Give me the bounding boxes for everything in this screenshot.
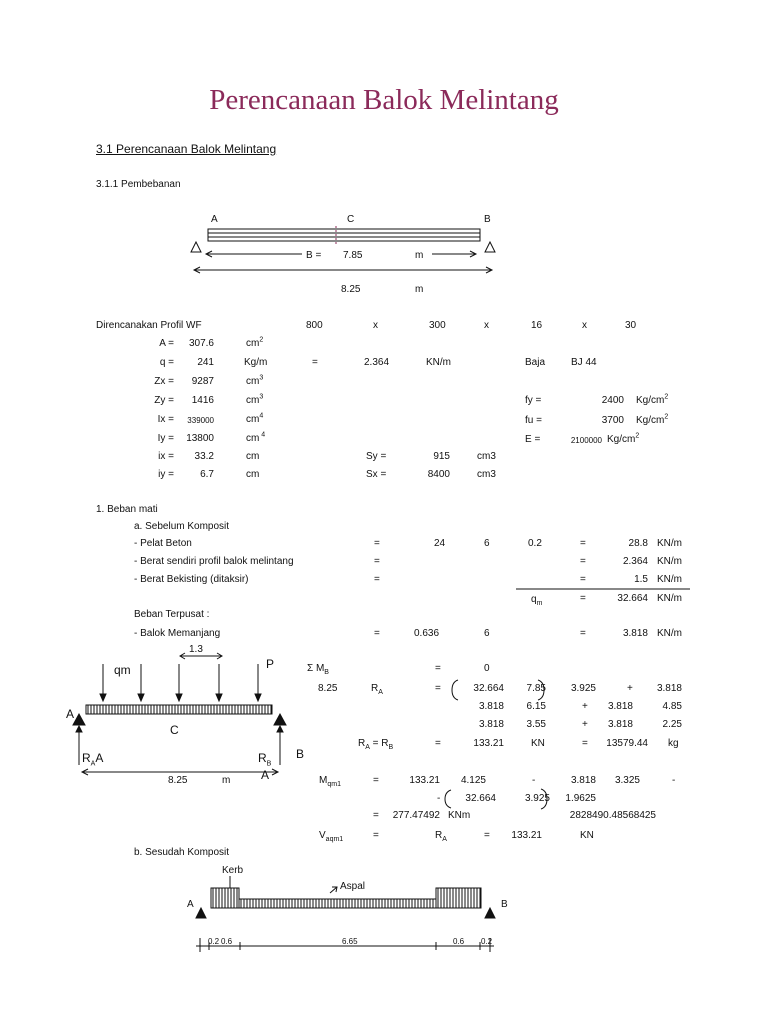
qm-load-label: qm [114,663,131,677]
point-c-label: C [170,723,179,737]
dim-roadway: 6.65 [342,937,358,946]
profil-prop-key: Iy = [157,433,174,444]
profil-prop-value: 6.7 [200,469,214,480]
calc-r4-u1: KN [531,738,545,749]
profil-dim: x [582,320,587,331]
calc-r3-v5: 2.25 [662,719,682,730]
beban-mati-heading: 1. Beban mati [96,504,158,515]
beban-mati-v2: 6 [484,538,490,549]
aspal-label: Aspal [340,881,366,892]
v1-unit: KN [580,830,594,841]
fy-value: 2400 [601,395,624,406]
calc-r4-v1: 133.21 [473,738,504,749]
profil-prop-key: Zy = [154,395,174,406]
beam-label-b: B [484,214,491,225]
dim-sidewalk-right: 0.6 [453,937,465,946]
profil-prop-unit: $cm^3$ [246,393,264,406]
beam-label-a: A [211,214,218,225]
subsection-heading: 3.1.1 Pembebanan [96,179,181,190]
fy-unit: $Kg/cm^2$ [636,393,669,406]
memanjang-v1: 0.636 [414,628,440,639]
profil-prop-unit: $cm^3$ [246,374,264,387]
calc-r3-v1: 3.818 [478,719,504,730]
beam-label-c: C [347,214,355,225]
q-conv-unit: KN/m [426,357,451,368]
page-title: Perencanaan Balok Melintang [209,84,559,116]
sy-value: 915 [433,451,450,462]
m3-v1: 277.47492 [392,810,440,821]
v1-eq: = [373,830,379,841]
beban-mati-unit: KN/m [657,556,682,567]
qm-label: $q_m$ [531,594,543,607]
e-key: E = [525,434,541,445]
profil-prop-value: 13800 [186,433,214,444]
profil-prop-value: 33.2 [194,451,214,462]
e-value: 2100000 [570,436,602,445]
reaction-b-label: $R_B$ [258,751,272,768]
profil-dim: x [484,320,489,331]
sy-unit: cm3 [477,451,496,462]
profil-prop-key: Zx = [154,376,174,387]
sx-key: Sx = [366,469,387,480]
beban-mati-label: - Berat sendiri profil balok melintang [134,556,294,567]
profil-prop-unit: Kg/m [244,357,268,368]
calc-r2-v1: 3.818 [478,701,504,712]
calc-r4-v2: 13579.44 [606,738,648,749]
memanjang-label: - Balok Memanjang [134,628,221,639]
sum-value: 0 [484,663,490,674]
support-a-label-2: A [187,899,194,910]
profil-prop-key: A = [159,338,174,349]
profil-prop-unit: $cm^4$ [246,412,264,425]
memanjang-eq2: = [580,628,586,639]
v-aqm1-label: $V_{aqm1}$ [319,830,344,843]
calc-ra: $R_A$ [371,683,383,696]
sum-eq: = [435,663,441,674]
dim-sidewalk-left: 0.6 [221,937,233,946]
calc-ra-rb: $R_A = R_B$ [358,738,394,751]
m3-eq: = [373,810,379,821]
beban-mati-eq: = [374,574,380,585]
m1-eq: = [373,775,379,786]
v1-ra: $R_A$ [435,830,447,843]
profil-dim: 30 [625,320,637,331]
calc-r3-v2: 3.55 [526,719,546,730]
profil-prop-unit: cm [246,451,260,462]
calc-eq: = [435,683,441,694]
profil-dim: 800 [306,320,323,331]
calc-r4-eq2: = [582,738,588,749]
calc-r3-v4: 3.818 [607,719,633,730]
m2-v2: 3.925 [524,793,550,804]
calc-r4-eq: = [435,738,441,749]
profil-prop-key: Ix = [157,414,174,425]
profil-prop-unit: $cm^2$ [246,336,264,349]
q-conv: 2.364 [364,357,390,368]
support-b-label: B [296,747,305,761]
sx-unit: cm3 [477,469,496,480]
memanjang-result: 3.818 [622,628,648,639]
diagram-span-unit: m [222,775,231,786]
calc-length: 8.25 [318,683,338,694]
sum-mb-label: Σ $M_B$ [307,663,329,676]
fu-key: fu = [525,415,542,426]
beam-span-unit: m [415,284,424,295]
support-a2-label: A [261,768,270,782]
m3-v2: 2828490.48568425 [569,810,656,821]
m2-op: - [437,793,441,804]
calc-r1-op: + [627,683,633,694]
m3-u1: KNm [448,810,471,821]
profil-prop-value: 307.6 [188,338,214,349]
reaction-a-label: $R_AA$ [82,751,104,768]
m1-v2: 4.125 [460,775,486,786]
m2-v1: 32.664 [465,793,496,804]
q-eq: = [312,357,318,368]
qm-eq: = [580,593,586,604]
profil-prop-value: 241 [197,357,214,368]
fu-value: 3700 [601,415,624,426]
qm-value: 32.664 [617,593,648,604]
calc-r2-v5: 4.85 [662,701,682,712]
m-qm1-label: $M_{qm1}$ [319,775,341,788]
memanjang-unit: KN/m [657,628,682,639]
kerb-label: Kerb [222,865,244,876]
beban-mati-eq2: = [580,538,586,549]
m1-op: - [532,775,536,786]
beban-mati-eq2: = [580,556,586,567]
beban-mati-unit: KN/m [657,538,682,549]
e-unit: $Kg/cm^2$ [607,432,640,445]
m2-v3: 1.9625 [565,793,596,804]
v1-eq2: = [484,830,490,841]
terpusat-heading: Beban Terpusat : [134,609,210,620]
profil-dim: 300 [429,320,446,331]
profil-prop-key: q = [159,357,174,368]
m1-v3: 3.818 [570,775,596,786]
p-load-label: P [266,657,275,671]
profil-prop-unit: cm [246,469,260,480]
baja-grade: BJ 44 [571,357,597,368]
beban-mati-label: - Pelat Beton [134,538,192,549]
calc-r1-v1: 32.664 [473,683,504,694]
beban-mati-res: 28.8 [628,538,648,549]
beban-mati-res: 2.364 [622,556,648,567]
m1-v1: 133.21 [409,775,440,786]
m1-v4: 3.325 [614,775,640,786]
v1-value: 133.21 [511,830,542,841]
diagram-span: 8.25 [168,775,188,786]
beban-mati-res: 1.5 [634,574,648,585]
dim-kerb-right: 0.2 [481,937,493,946]
beban-mati-eq: = [374,538,380,549]
profil-prop-value: 9287 [191,376,214,387]
baja-label: Baja [525,357,546,368]
beam-b-value: 7.85 [343,250,363,261]
profil-prop-key: iy = [158,469,174,480]
calc-r4-u2: kg [668,738,679,749]
beban-mati-label: - Berat Bekisting (ditaksir) [134,574,249,585]
section-heading: 3.1 Perencanaan Balok Melintang [96,142,277,156]
beban-mati-v3: 0.2 [528,538,542,549]
diagram-dim-label: 1.3 [189,644,203,655]
sebelum-komposit-heading: a. Sebelum Komposit [134,521,230,532]
calc-r1-v4: 3.818 [656,683,682,694]
beban-mati-v1: 24 [434,538,446,549]
support-b-label-2: B [501,899,508,910]
profil-prop-key: ix = [158,451,174,462]
dim-kerb-left: 0.2 [208,937,220,946]
m1-op2: - [672,775,676,786]
profil-dim: 16 [531,320,543,331]
profil-dim: x [373,320,378,331]
beban-mati-eq: = [374,556,380,567]
calc-r2-v4: 3.818 [607,701,633,712]
beban-mati-unit: KN/m [657,574,682,585]
support-a-label: A [66,707,75,721]
profil-label: Direncanakan Profil WF [96,320,202,331]
beam-span: 8.25 [341,284,361,295]
calc-r3-op: + [582,719,588,730]
sesudah-komposit-heading: b. Sesudah Komposit [134,847,230,858]
sy-key: Sy = [366,451,387,462]
profil-prop-value: 1416 [191,395,214,406]
profil-prop-unit: cm $^4$ [246,431,266,444]
memanjang-eq: = [374,628,380,639]
memanjang-v2: 6 [484,628,490,639]
fy-key: fy = [525,395,542,406]
calc-r1-v3: 3.925 [570,683,596,694]
calc-r2-op: + [582,701,588,712]
calc-r1-v2: 7.85 [526,683,546,694]
sx-value: 8400 [427,469,450,480]
fu-unit: $Kg/cm^2$ [636,413,669,426]
beban-mati-eq2: = [580,574,586,585]
beam-b-label: B = [306,250,322,261]
beam-b-unit: m [415,250,424,261]
profil-prop-value: 339000 [187,416,214,425]
calc-r2-v2: 6.15 [526,701,546,712]
qm-unit: KN/m [657,593,682,604]
